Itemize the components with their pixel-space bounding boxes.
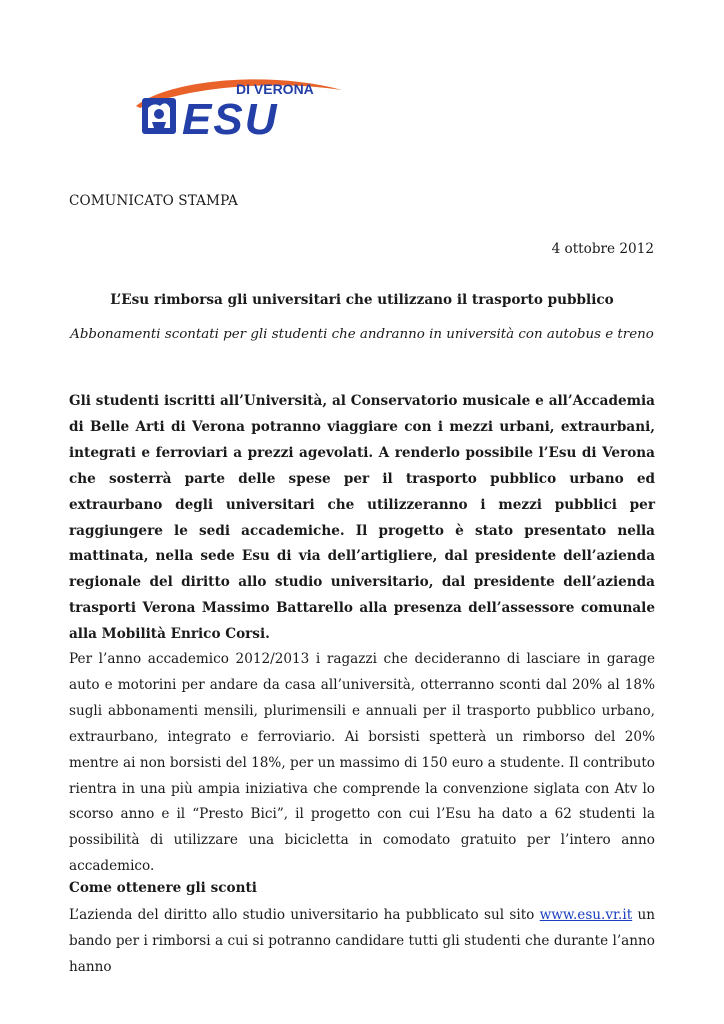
document-label: COMUNICATO STAMPA <box>69 193 238 209</box>
lead-paragraph: Gli studenti iscritti all’Università, al Conservatorio musicale e all’Accademia di Belle Arti di Verona potranno viaggiare con i mezzi urbani, extraurbani, integrati e ferroviari a prezzi agevolati. A renderlo possibile l’Esu di Verona che sosterrà parte delle spese per il trasporto pubblico urbano ed extraurbano degli universitari che utilizzeranno i mezzi pubblici per raggiungere le sedi accademiche. Il progetto è stato presentato nella mattinata, nella sede Esu di via dell’artigliere, dal presidente dell’azienda regionale del diritto allo studio universitario, dal presidente dell’azienda trasporti Verona Massimo Battarello alla presenza dell’assessore comunale alla Mobilità Enrico Corsi. <box>69 393 655 643</box>
document-date: 4 ottobre 2012 <box>551 241 654 257</box>
lion-emblem-icon <box>142 98 176 134</box>
section-title: Come ottenere gli sconti <box>69 880 257 896</box>
esu-logo <box>128 72 348 144</box>
logo-wordmark: ESU <box>182 95 279 144</box>
headline: L’Esu rimborsa gli universitari che utilizzano il trasporto pubblico <box>110 292 614 308</box>
body2-text-after: un bando per i rimborsi a cui si potranno candidare tutti gli studenti che durante l’anno hanno <box>69 907 655 975</box>
esu-logo-graphic <box>128 72 348 144</box>
esu-website-link[interactable]: www.esu.vr.it <box>539 907 633 923</box>
body-paragraph-1: Per l’anno accademico 2012/2013 i ragazzi che decideranno di lasciare in garage auto e motorini per andare da casa all’università, otterranno sconti dal 20% al 18% sugli abbonamenti mensili, plurimensili e annuali per il trasporto pubblico urbano, extraurbano, integrato e ferroviario. Ai borsisti spetterà un rimborso del 20% mentre ai non borsisti del 18%, per un massimo di 150 euro a studente. Il contributo rientra in una più ampia iniziativa che comprende la convenzione siglata con Atv lo scorso anno e il “Presto Bici”, il progetto con cui l’Esu ha dato a 62 studenti la possibilità di utilizzare una bicicletta in comodato gratuito per l’intero anno accademico. <box>69 651 655 875</box>
subheadline: Abbonamenti scontati per gli studenti che andranno in università con autobus e treno <box>70 327 654 342</box>
body-paragraph-2 <box>69 903 655 981</box>
body2-text-before: L’azienda del diritto allo studio universitario ha pubblicato sul sito <box>69 907 540 923</box>
logo-caption: DI VERONA <box>236 81 314 97</box>
